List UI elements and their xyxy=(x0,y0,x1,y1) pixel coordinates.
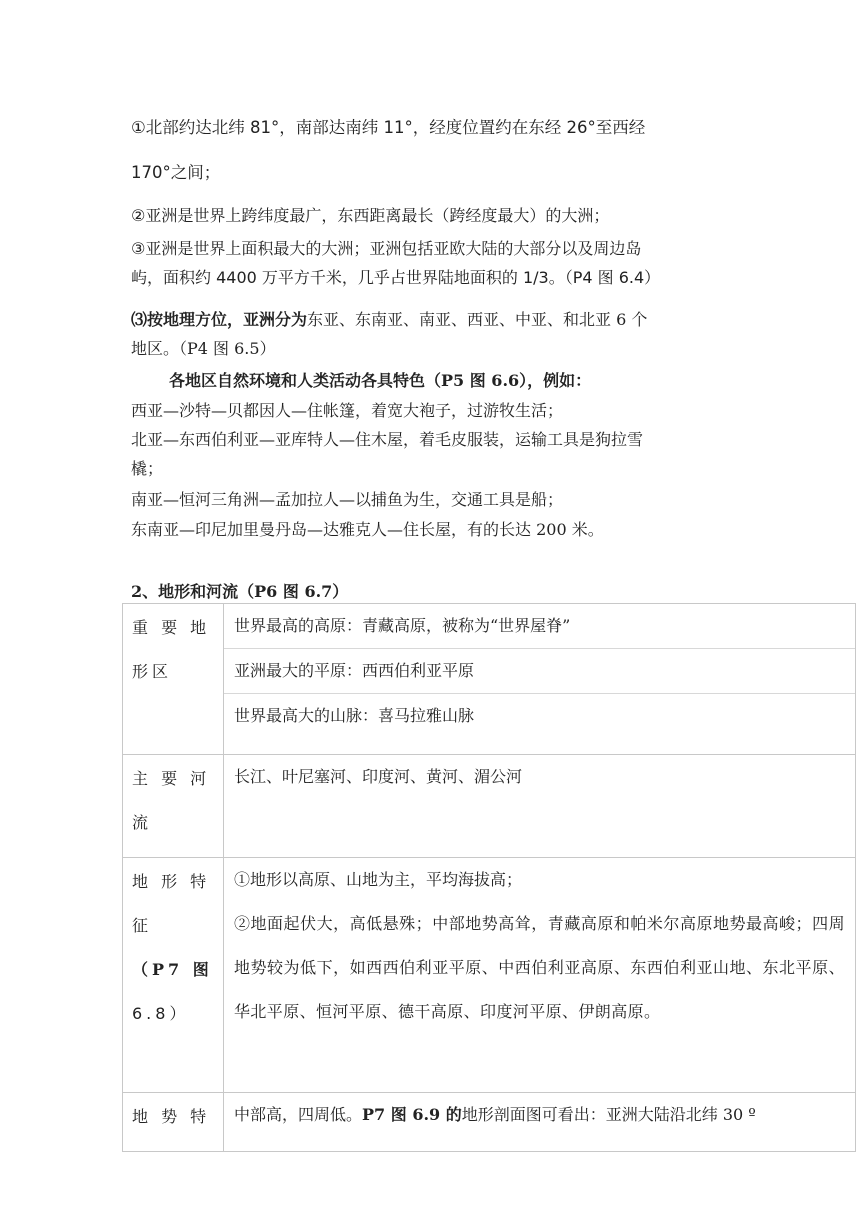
geography-table xyxy=(122,603,856,1152)
landform-label-line-4: 6.8） xyxy=(132,1004,190,1023)
table-row-terrain xyxy=(123,604,856,755)
landform-label-line-3: （P7 图 xyxy=(132,960,213,979)
terrain-label-line-1: 重 要 地 xyxy=(132,618,211,637)
relief-label-line-1: 地 势 特 xyxy=(132,1107,211,1126)
rivers-list: 长江、叶尼塞河、印度河、黄河、湄公河 xyxy=(234,767,523,786)
terrain-item-1: 世界最高的高原：青藏高原，被称为“世界屋脊” xyxy=(234,616,571,635)
terrain-label-cell xyxy=(123,604,224,755)
north-asia-line-1: 北亚—东西伯利亚—亚库特人—住木屋，着毛皮服装，运输工具是狗拉雪 xyxy=(131,430,644,449)
relief-content-cell xyxy=(224,1093,856,1152)
relief-text-2: 地形剖面图可看出：亚洲大陆沿北纬 30 º xyxy=(461,1105,756,1124)
landform-label-cell xyxy=(123,858,224,1093)
landform-label-line-2: 征 xyxy=(132,916,153,935)
features-heading: 各地区自然环境和人类活动各具特色（P5 图 6.6），例如： xyxy=(169,371,592,390)
landform-label-line-1: 地 形 特 xyxy=(132,872,211,891)
table-row-relief xyxy=(123,1093,856,1152)
table-row-rivers xyxy=(123,755,856,858)
regions-line-1 xyxy=(131,310,647,330)
southeast-asia-line: 东南亚—印尼加里曼丹岛—达雅克人—住长屋，有的长达 200 米。 xyxy=(131,520,604,539)
landform-item-1: ①地形以高原、山地为主，平均海拔高； xyxy=(234,870,523,889)
rivers-content-cell xyxy=(224,755,856,858)
relief-text-bold: P7 图 6.9 的 xyxy=(362,1105,462,1124)
relief-text-1: 中部高，四周低。 xyxy=(234,1105,363,1124)
terrain-label-line-2: 形区 xyxy=(132,662,173,681)
terrain-item-3: 世界最高大的山脉：喜马拉雅山脉 xyxy=(224,693,855,738)
latitude-line-2: 170°之间； xyxy=(131,163,221,182)
regions-line-2: 地区。（P4 图 6.5） xyxy=(131,339,276,358)
west-asia-line: 西亚—沙特—贝都因人—住帐篷，着宽大袍子，过游牧生活； xyxy=(131,401,564,420)
area-line-1: ③亚洲是世界上面积最大的大洲；亚洲包括亚欧大陆的大部分以及周边岛 xyxy=(131,239,642,258)
rivers-label-line-1: 主 要 河 xyxy=(132,769,211,788)
terrain-content-cell xyxy=(224,604,856,755)
extent-line: ②亚洲是世界上跨纬度最广，东西距离最长（跨经度最大）的大洲； xyxy=(131,206,610,225)
section-2-heading: 2、地形和河流（P6 图 6.7） xyxy=(131,582,349,601)
rivers-label-line-2: 流 xyxy=(132,813,153,832)
south-asia-line: 南亚—恒河三角洲—孟加拉人—以捕鱼为生，交通工具是船； xyxy=(131,490,564,509)
regions-line-1-rest: 东亚、东南亚、南亚、西亚、中亚、和北亚 6 个 xyxy=(307,310,648,329)
landform-content-cell xyxy=(224,858,856,1093)
relief-text xyxy=(224,1093,855,1137)
area-line-2: 屿，面积约 4400 万平方千米，几乎占世界陆地面积的 1/3。（P4 图 6.4） xyxy=(131,268,661,287)
terrain-item-2: 亚洲最大的平原：西西伯利亚平原 xyxy=(224,648,855,693)
table-row-landform xyxy=(123,858,856,1093)
north-asia-line-2: 橇； xyxy=(131,459,164,478)
rivers-label-cell xyxy=(123,755,224,858)
relief-label-cell xyxy=(123,1093,224,1152)
latitude-line-1: ①北部约达北纬 81°，南部达南纬 11°，经度位置约在东经 26°至西经 xyxy=(131,118,646,137)
regions-line-1-bold: ⑶按地理方位，亚洲分为 xyxy=(131,310,308,329)
landform-item-2: ②地面起伏大，高低悬殊；中部地势高耸，青藏高原和帕米尔高原地势最高峻；四周地势较为低下，如西西伯利亚平原、中西伯利亚高原、东西伯利亚山地、东北平原、华北平原、恒河平原、德干高原、印度河平原、伊朗高原。 xyxy=(234,914,845,1021)
